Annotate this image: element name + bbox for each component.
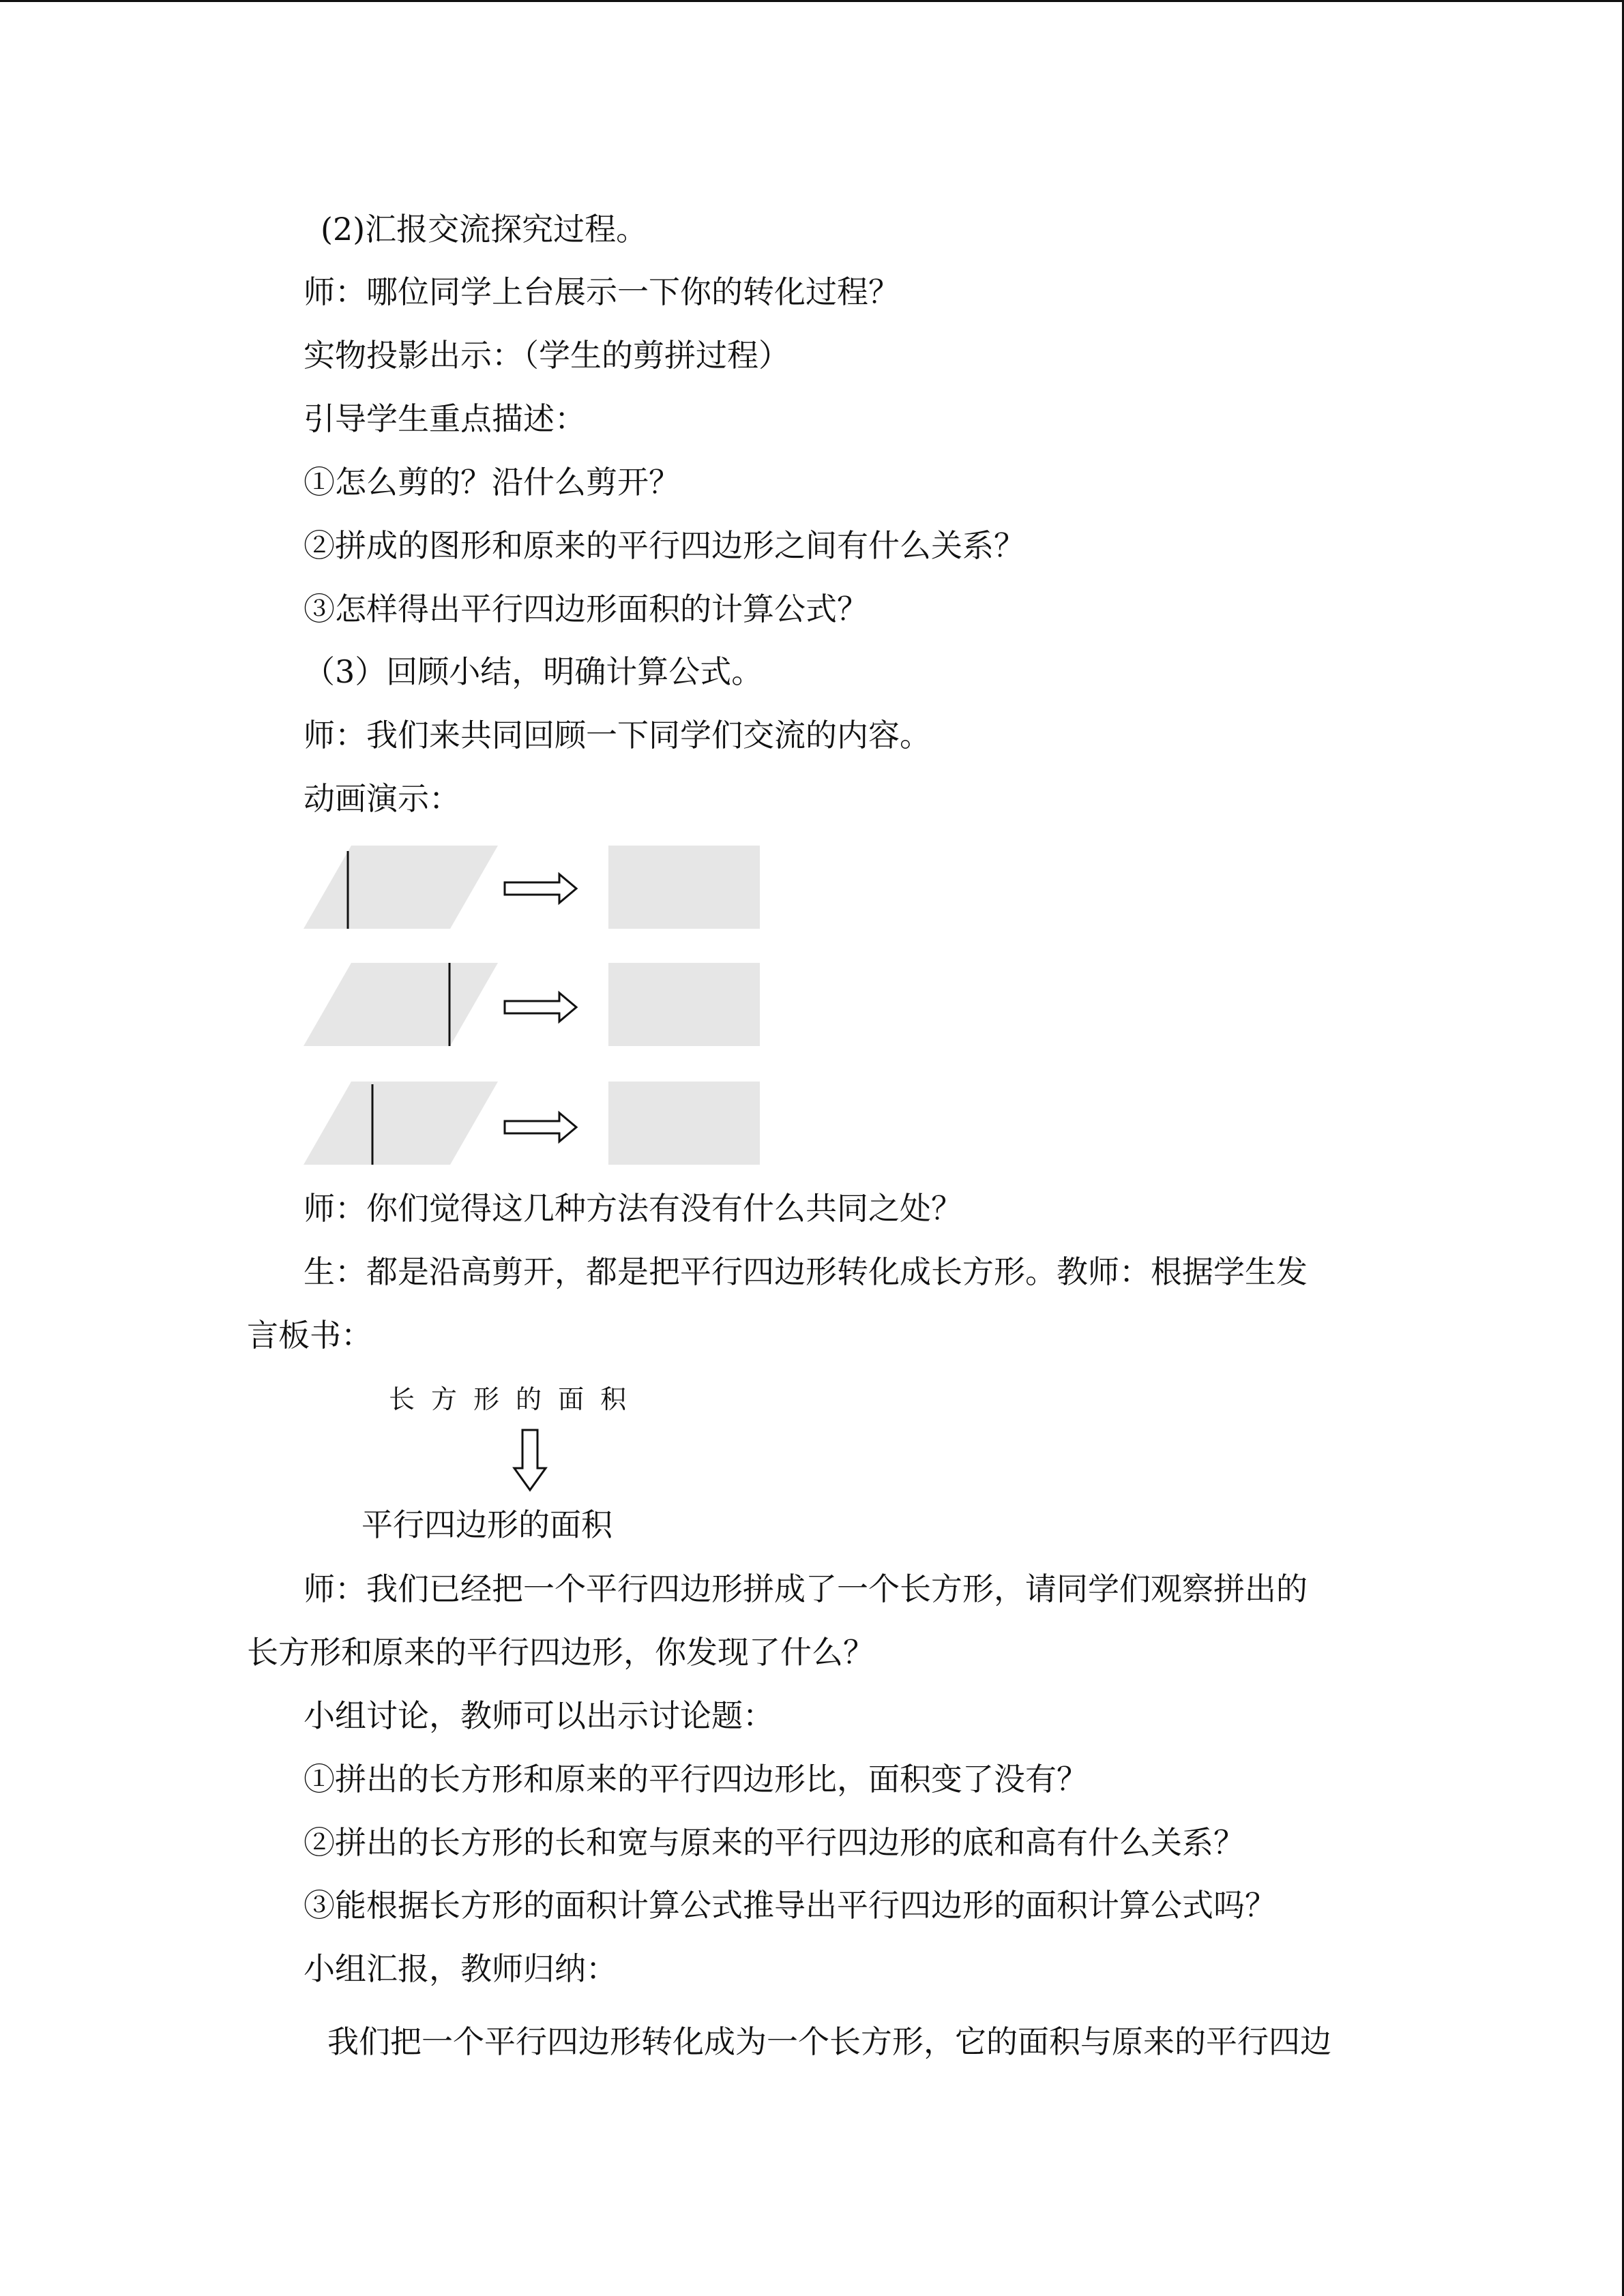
animation-row-3 — [304, 1082, 760, 1165]
right-arrow-icon — [505, 1113, 576, 1142]
parallelogram-shape — [304, 846, 498, 929]
list-item: ③怎样得出平行四边形面积的计算公式？ — [304, 591, 868, 627]
list-item: ①怎么剪的？沿什么剪开？ — [304, 464, 680, 501]
paragraph: 师：我们已经把一个平行四边形拼成了一个长方形，请同学们观察拼出的 — [304, 1570, 1308, 1607]
paragraph: 师：我们来共同回顾一下同学们交流的内容。 — [304, 717, 931, 754]
board-char: 方 — [431, 1384, 458, 1414]
parallelogram-shape — [304, 963, 498, 1046]
animation-row-1 — [304, 846, 760, 929]
rectangle-shape — [608, 963, 760, 1046]
list-item: ①拼出的长方形和原来的平行四边形比，面积变了没有？ — [304, 1761, 1088, 1798]
paragraph: 言板书： — [247, 1317, 372, 1354]
board-char: 长 — [389, 1384, 415, 1414]
list-item: ②拼出的长方形的长和宽与原来的平行四边形的底和高有什么关系？ — [304, 1824, 1245, 1861]
paragraph: 实物投影出示：（学生的剪拼过程） — [304, 337, 790, 374]
animation-row-2 — [304, 963, 760, 1046]
paragraph: 小组汇报，教师归纳： — [304, 1950, 617, 1987]
right-arrow-icon — [505, 993, 576, 1022]
paragraph: 师：哪位同学上台展示一下你的转化过程？ — [304, 273, 900, 310]
rectangle-shape — [608, 846, 760, 929]
board-char: 积 — [600, 1384, 627, 1414]
parallelogram-shape — [304, 1082, 498, 1165]
rectangle-shape — [608, 1082, 760, 1165]
board-char: 形 — [473, 1384, 500, 1414]
right-arrow-icon — [505, 874, 576, 903]
paragraph: 师：你们觉得这几种方法有没有什么共同之处？ — [304, 1190, 962, 1227]
paragraph: 小组讨论，教师可以出示讨论题： — [304, 1697, 774, 1734]
section-heading-2: (2)汇报交流探究过程。 — [321, 211, 648, 248]
list-item: ③能根据长方形的面积计算公式推导出平行四边形的面积计算公式吗？ — [304, 1887, 1276, 1924]
paragraph: 生：都是沿高剪开，都是把平行四边形转化成长方形。教师：根据学生发 — [304, 1253, 1308, 1290]
board-top-text — [389, 1379, 626, 1420]
paragraph: 我们把一个平行四边形转化成为一个长方形，它的面积与原来的平行四边 — [327, 2023, 1331, 2060]
section-heading-3: （3）回顾小结，明确计算公式。 — [304, 653, 763, 690]
list-item: ②拼成的图形和原来的平行四边形之间有什么关系？ — [304, 527, 1025, 564]
paragraph: 长方形和原来的平行四边形，你发现了什么？ — [247, 1634, 874, 1671]
paragraph: 引导学生重点描述： — [304, 400, 586, 437]
board-char: 的 — [516, 1384, 542, 1414]
paragraph: 动画演示： — [304, 780, 460, 817]
board-char: 面 — [558, 1384, 585, 1414]
down-arrow-icon — [514, 1430, 546, 1490]
board-bottom-text: 平行四边形的面积 — [361, 1506, 612, 1543]
